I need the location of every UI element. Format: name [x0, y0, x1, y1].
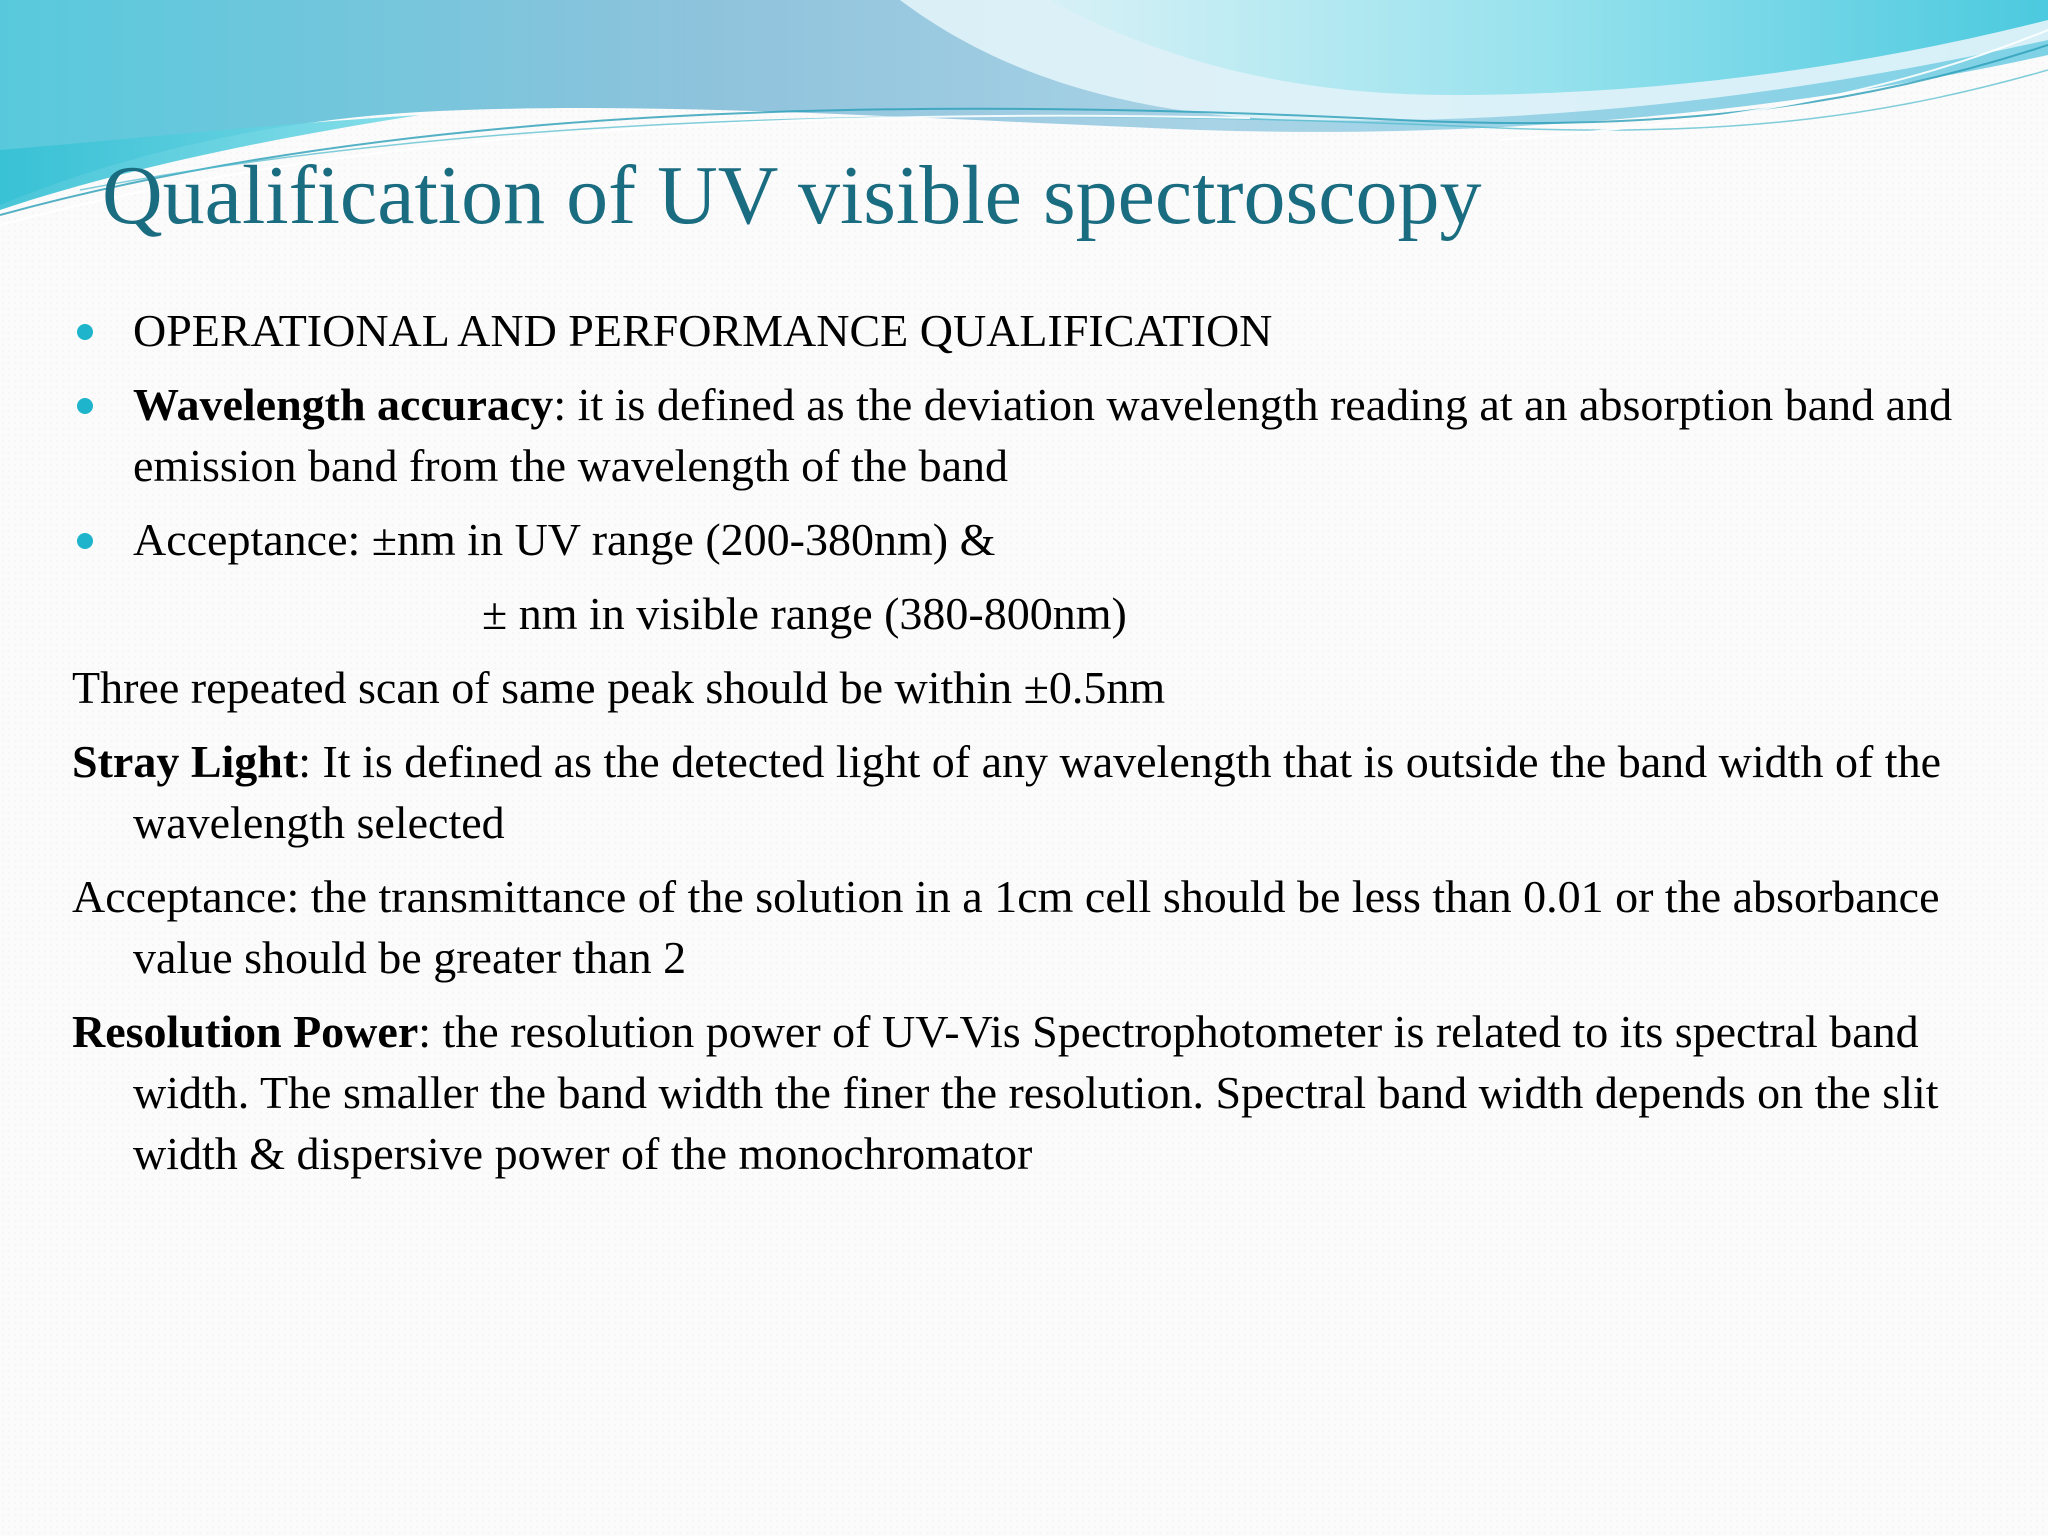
- acceptance-visible-range: ± nm in visible range (380-800nm): [482, 588, 1127, 639]
- term-stray-light: Stray Light: [72, 736, 299, 787]
- stray-light-text: : It is defined as the detected light of any wavelength that is outside the band width of the wavelength selected: [133, 736, 1941, 848]
- bullet-text: Acceptance: ±nm in UV range (200-380nm) &: [133, 514, 996, 565]
- bullet-text: OPERATIONAL AND PERFORMANCE QUALIFICATION: [133, 305, 1273, 356]
- slide-content: [72, 300, 2002, 1197]
- bullet-operational-performance: [72, 300, 2002, 361]
- stray-acceptance-text: Acceptance: the transmittance of the solution in a 1cm cell should be less than 0.01 or the absorbance value should be greater than 2: [72, 871, 1940, 983]
- term-wavelength-accuracy: Wavelength accuracy: [133, 379, 554, 430]
- term-resolution-power: Resolution Power: [72, 1006, 419, 1057]
- bullet-dot-icon: [77, 398, 93, 414]
- bullet-wavelength-accuracy: [72, 374, 2002, 496]
- bullet-dot-icon: [77, 533, 93, 549]
- resolution-power-text: : the resolution power of UV-Vis Spectrophotometer is related to its spectral band width. The smaller the band width the finer the resolution. Spectral band width depends on the slit width & dispersive power of the monochromator: [133, 1006, 1939, 1179]
- bullet-acceptance-uv: [72, 509, 2002, 570]
- repeat-scan-text: Three repeated scan of same peak should be within ±0.5nm: [72, 662, 1166, 713]
- bullet-text: : it is defined as the deviation wavelength reading at an absorption band and emission band from the wavelength of the band: [133, 379, 1953, 491]
- resolution-power-paragraph: [72, 1001, 2002, 1184]
- slide-title: Qualification of UV visible spectroscopy: [102, 149, 1482, 242]
- stray-light-paragraph: [72, 731, 2002, 853]
- bullet-dot-icon: [77, 324, 93, 340]
